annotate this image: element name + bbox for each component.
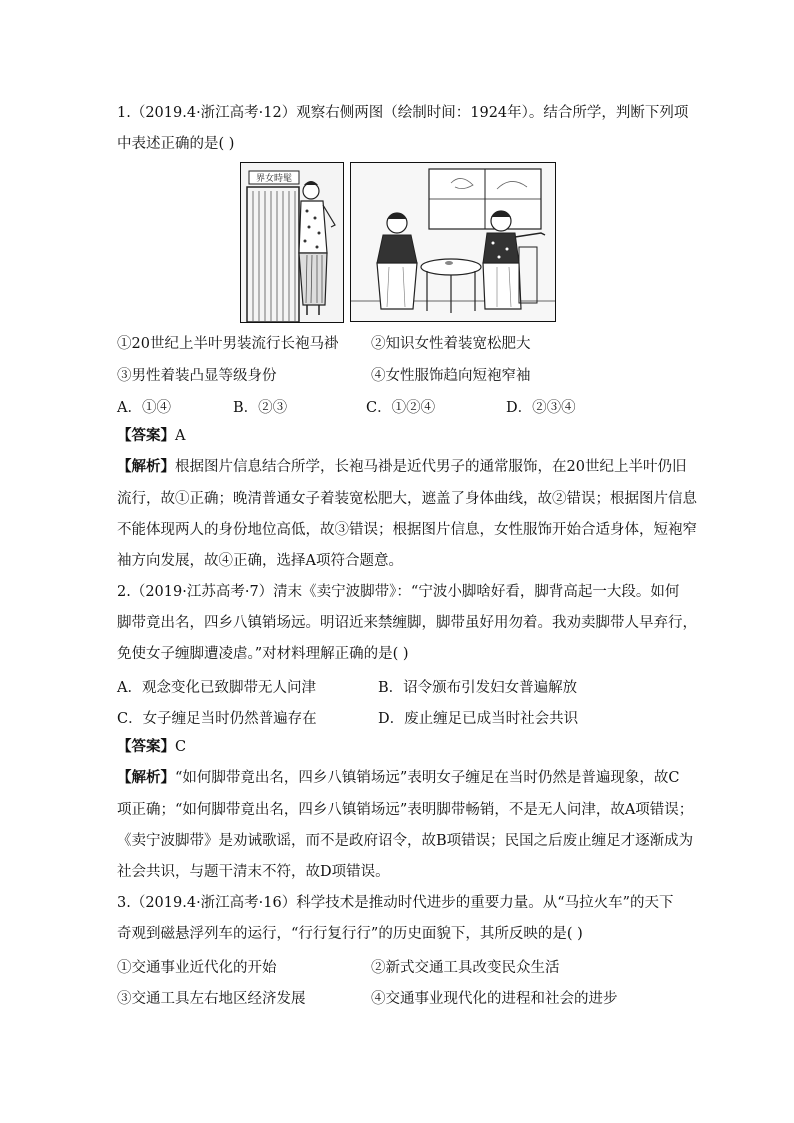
q3-item-3: ③交通工具左右地区经济发展 [117,991,306,1007]
q3-item-2: ②新式交通工具改变民众生活 [371,960,560,976]
q3-stem-line-1: 3.（2019.4·浙江高考·16）科学技术是推动时代进步的重要力量。从“马拉火车”的天下 [117,895,674,911]
q2-analysis-line-1 [117,768,679,788]
q2-option-c: C．女子缠足当时仍然普遍存在 [117,711,317,727]
q2-answer-value: C [175,739,187,755]
q1-analysis-line-2: 流行，故①正确；晚清普通女子着装宽松肥大，遮盖了身体曲线，故②错误；根据图片信息 [117,491,697,507]
q1-option-c: C．①②④ [366,400,436,416]
q1-item-2: ②知识女性着装宽松肥大 [371,336,531,352]
q3-item-1: ①交通事业近代化的开始 [117,960,277,976]
q1-answer-label: 【答案】 [117,428,175,444]
q1-stem-line-2: 中表述正确的是( ) [117,136,235,152]
q2-option-d: D．废止缠足已成当时社会共识 [378,711,579,727]
q1-answer [117,426,185,446]
q1-analysis-label: 【解析】 [117,459,175,475]
q3-item-4: ④交通事业现代化的进程和社会的进步 [371,991,618,1007]
q2-answer [117,737,186,757]
q1-analysis-text-1: 根据图片信息结合所学，长袍马褂是近代男子的通常服饰，在20世纪上半叶仍旧 [175,459,687,475]
q1-option-b: B．②③ [233,400,288,416]
q2-stem-line-1: 2.（2019·江苏高考·7）清末《卖宁波脚带》：“宁波小脚啥好看，脚背高起一大段。如何 [117,584,680,600]
men-illustration-icon [351,163,555,321]
q1-item-4: ④女性服饰趋向短袍窄袖 [371,368,531,384]
q1-option-a: A．①④ [117,400,171,416]
q1-analysis-line-4: 袖方向发展，故④正确，选择A项符合题意。 [117,553,403,569]
q1-option-d: D．②③④ [506,400,576,416]
q2-option-a: A．观念变化已致脚带无人问津 [117,680,316,696]
q1-figure-sign-text: 界女時髦 [255,174,293,184]
q2-analysis-label: 【解析】 [117,770,175,786]
q2-answer-label: 【答案】 [117,739,175,755]
q1-stem-line-1: 1.（2019.4·浙江高考·12）观察右侧两图（绘制时间：1924年）。结合所学，判断下列项 [117,105,689,121]
q1-item-3: ③男性着装凸显等级身份 [117,368,277,384]
q1-figure-woman [240,162,344,323]
q2-analysis-line-4: 社会共识，与题干清末不符，故D项错误。 [117,864,390,880]
q1-analysis-line-1 [117,457,686,477]
woman-illustration-icon [241,163,343,322]
q2-stem-line-2: 脚带竟出名，四乡八镇销场远。明诏近来禁缠脚，脚带虽好用勿着。我劝卖脚带人早弃行， [117,615,697,631]
q1-item-1: ①20世纪上半叶男装流行长袍马褂 [117,336,339,352]
q1-analysis-line-3: 不能体现两人的身份地位高低，故③错误；根据图片信息，女性服饰开始合适身体，短袍窄 [117,522,697,538]
q2-option-b: B．诏令颁布引发妇女普遍解放 [378,680,578,696]
q2-analysis-line-3: 《卖宁波脚带》是劝诫歌谣，而不是政府诏令，故B项错误；民国之后废止缠足才逐渐成为 [117,833,694,849]
q1-answer-value: A [175,428,186,444]
q2-stem-line-3: 免使女子缠脚遭凌虐。”对材料理解正确的是( ) [117,646,409,662]
q2-analysis-line-2: 项正确；“如何脚带竟出名，四乡八镇销场远”表明脚带畅销，不是无人问津，故A项错误； [117,802,694,818]
q1-figure-men [350,162,556,322]
q3-stem-line-2: 奇观到磁悬浮列车的运行，“行行复行行”的历史面貌下，其所反映的是( ) [117,926,583,942]
q2-analysis-text-1: “如何脚带竟出名，四乡八镇销场远”表明女子缠足在当时仍然是普遍现象，故C [175,770,680,786]
